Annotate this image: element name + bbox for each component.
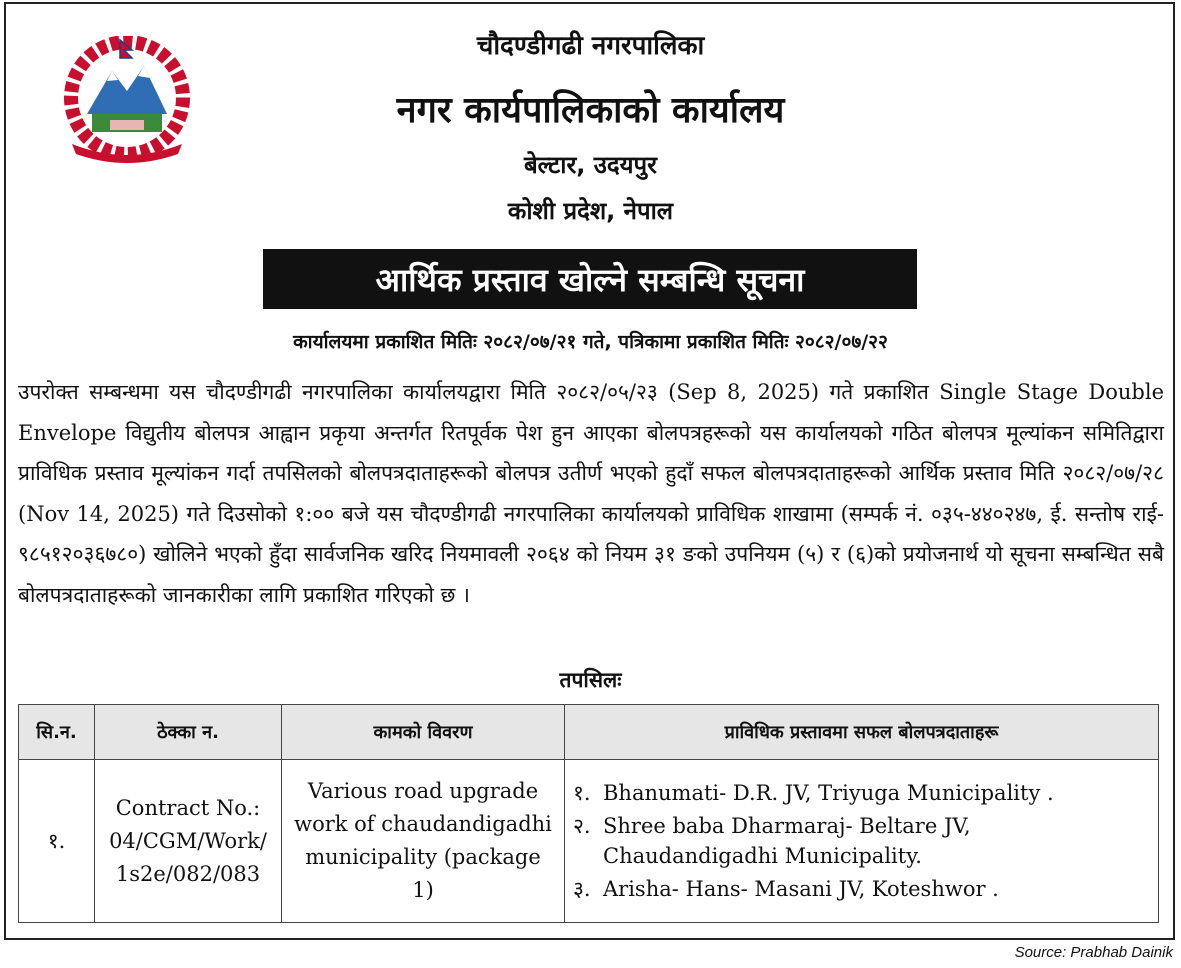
bidder-item xyxy=(573,811,1157,871)
bidder-name: Shree baba Dharmaraj- Beltare JV, Chaudandigadhi Municipality. xyxy=(603,814,971,868)
cell-sn: १. xyxy=(19,760,95,923)
bidder-number: २. xyxy=(573,814,591,838)
col-header-bidders: प्राविधिक प्रस्तावमा सफल बोलपत्रदाताहरू xyxy=(565,705,1159,760)
bidder-number: १. xyxy=(573,781,591,805)
office-name: नगर कार्यपालिकाको कार्यालय xyxy=(396,90,785,131)
bidder-number: ३. xyxy=(573,877,591,901)
cell-contract: Contract No.: 04/CGM/Work/ 1s2e/082/083 xyxy=(95,760,282,923)
municipality-name: चौदण्डीगढी नगरपालिका xyxy=(476,31,705,61)
details-label: तपसिलः xyxy=(559,668,622,692)
bidder-name: Bhanumati- D.R. JV, Triyuga Municipality . xyxy=(603,781,1054,805)
province: कोशी प्रदेश, नेपाल xyxy=(507,197,674,225)
cell-description: Various road upgrade work of chaudandigadhi municipality (package 1) xyxy=(282,760,565,923)
bidder-item xyxy=(573,874,1157,904)
bidder-item xyxy=(573,778,1157,808)
col-header-sn: सि.न. xyxy=(19,705,95,760)
col-header-description: कामको विवरण xyxy=(282,705,565,760)
source-credit: Source: Prabhab Dainik xyxy=(1014,944,1173,961)
notice-title: आर्थिक प्रस्ताव खोल्ने सम्बन्धि सूचना xyxy=(263,249,917,309)
table-header-row xyxy=(19,705,1159,760)
office-location: बेल्टार, उदयपुर xyxy=(523,151,658,179)
bidder-name: Arisha- Hans- Masani JV, Koteshwor . xyxy=(603,877,999,901)
bidders-table xyxy=(18,704,1159,923)
col-header-contract: ठेक्का न. xyxy=(95,705,282,760)
table-row xyxy=(19,760,1159,923)
publication-dates: कार्यालयमा प्रकाशित मितिः २०८२/०७/२१ गते, पत्रिकामा प्रकाशित मितिः २०८२/०७/२२ xyxy=(293,331,888,353)
notice-body: उपरोक्त सम्बन्धमा यस चौदण्डीगढी नगरपालिका कार्यालयद्वारा मिति २०८२/०५/२३ (Sep 8, 2025) गते प्रकाशित Single Stage Double Envelope विद्युतीय बोलपत्र आह्वान प्रकृया अन्तर्गत रितपूर्वक पेश हुन आएका बोलपत्रहरूको यस कार्यालयको गठित बोलपत्र मूल्यांकन समितिद्वारा प्राविधिक प्रस्ताव मूल्यांकन गर्दा तपसिलको बोलपत्रदाताहरूको बोलपत्र उतीर्ण भएको हुदाँ सफल बोलपत्रदाताहरूको आर्थिक प्रस्ताव मिति २०८२/०७/२८ (Nov 14, 2025) गते दिउसोको १:०० बजे यस चौदण्डीगढी नगरपालिका कार्यालयको प्राविधिक शाखामा (सम्पर्क नं. ०३५-४४०२४७, ई. सन्तोष राई- ९८५१२०३६७८०) खोलिने भएको हुँदा सार्वजनिक खरिद नियमावली २०६४ को नियम ३१ ङको उपनियम (५) र (६)को प्रयोजनार्थ यो सूचना सम्बन्धित सबै बोलपत्रदाताहरूको जानकारीका लागि प्रकाशित गरिएको छ । xyxy=(18,380,1164,607)
cell-bidders xyxy=(565,760,1159,923)
